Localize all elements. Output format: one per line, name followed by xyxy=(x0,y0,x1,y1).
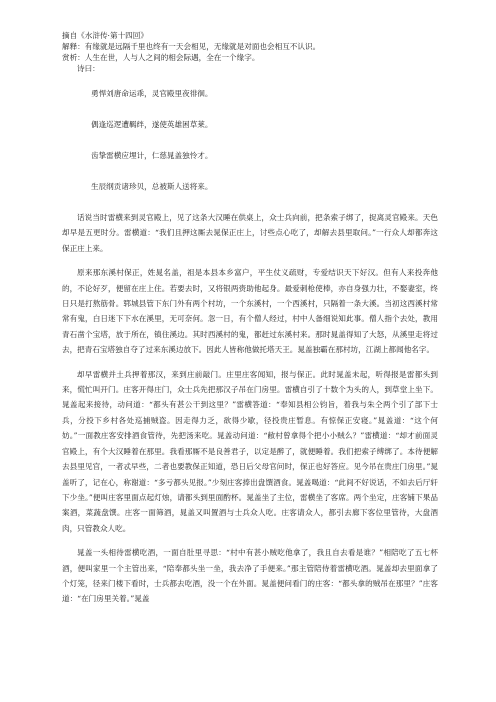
body-paragraph: 原来那东溪村保正，姓晁名盖，祖是本县本乡富户，平生仗义疏财，专爱结识天下好汉。但有人来投奔他的，不论好歹，便留在庄上住。若要去时，又将银两赍助他起身。最爱刺枪使棒，亦自身强力壮，不娶妻室，终日只是打熬筋骨。郓城县管下东门外有两个村坊，一个东溪村，一个西溪村，只隔着一条大溪。当初这西溪村常常有鬼，白日迷下下水在溪里，无可奈何。忽一日，有个僧人经过，村中人备细说知此事。僧人指个去处，教用青石凿个宝塔，放于所在，镇住溪边。其时西溪村的鬼，都赶过东溪村来。那时晁盖得知了大怒，从溪里走将过去，把青石宝塔独自夺了过来东溪边放下。因此人皆称他做托塔天王。晁盖独霸在那村坊，江湖上都闻他名字。 xyxy=(62,268,438,355)
poem-label: 诗曰： xyxy=(77,64,100,73)
poem-line: 勇悍刘唐命运乖，灵官殿里夜徘徊。 xyxy=(91,89,213,98)
document-page xyxy=(62,30,438,607)
body-paragraph: 话说当时雷横来到灵官殿上，见了这条大汉睡在供桌上，众士兵向前，把条索子绑了，捉离灵官殿来。天色却早是五更时分。雷横道：“我们且押这厮去晁保正庄上，讨些点心吃了，却解去县里取问。”一行众人却都奔这保正庄上来。 xyxy=(62,213,438,253)
source-line: 摘自《水浒传·第十四回》 xyxy=(62,31,148,40)
poem-line: 偶逢巡逻遭羁绊，遂使英雄困草莱。 xyxy=(91,120,213,129)
explanation-line: 解释：有缘就是远隔千里也终有一天会相见，无缘就是对面也会相互不认识。 xyxy=(62,42,321,51)
body-paragraph: 晁盖一头相待雷横吃酒，一面自肚里寻思：“村中有甚小贼吃他拿了，我且自去看是谁？”相陪吃了五七杯酒，便叫家里一个主管出来，“陪奉都头坐一坐，我去净了手便来。”那主管陪侍着雷横吃酒。晁盖却去里面拿了个灯笼，径来门楼下看时，士兵都去吃酒，没一个在外面。晁盖便问看门的庄客：“都头拿的贼吊在那里？”庄客道：“在门房里关着。”晁盖 xyxy=(62,548,438,604)
body-paragraph: 却早雷横并土兵押着那汉，来到庄前敲门。庄里庄客闻知，报与保正。此时晁盖未起，听得报是雷都头到来，慌忙叫开门。庄客开得庄门，众士兵先把那汉子吊在门房里。雷横自引了十数个为头的人，到草堂上坐下。晁盖起来接待，动问道：“都头有甚公干到这里？”雷横答道：“奉知县相公钧旨，着我与朱仝两个引了部下士兵，分投下乡村各处巡捕贼盗。因走得力乏，欲得少歇，径投贵庄暂息。有惊保正安寝。”晁盖道：“这个何妨。”一面教庄客安排酒食管待，先把汤来吃。晁盖动问道：“敝村曾拿得个把小小贼么？”雷横道：“却才前面灵官殿上，有个大汉睡着在那里。我看那厮不是良善君子，以定是醉了，就便睡着。我们把索子缚绑了。本待便解去县里见官，一者忒早些，二者也要教保正知道，恐日后父母官问时，保正也好答应。见今吊在贵庄门房里。”晁盖听了，记在心，称谢道：“多亏都头见报。”少刻庄客捧出盘馔酒食。晁盖喝道：“此间不好说话，不如去后厅轩下少坐。”便叫庄客里面点起灯烛，请都头到里面酌杯。晁盖坐了主位，雷横坐了客席。两个坐定，庄客铺下果品案酒，菜蔬盘馔。庄客一面筛酒，晁盖又叫置酒与士兵众人吃。庄客请众人，都引去廊下客位里管待，大盘酒肉，只管教众人吃。 xyxy=(62,369,438,533)
poem-line: 生辰纲贡诸珍贝，总被斯人送将来。 xyxy=(91,182,213,191)
appreciation-line: 赏析：人生在世，人与人之间的相会际遇，全在一个缘字。 xyxy=(62,53,260,62)
poem-line: 齿挚雷横应埋计，仁慈晁盖独怜才。 xyxy=(91,151,213,160)
